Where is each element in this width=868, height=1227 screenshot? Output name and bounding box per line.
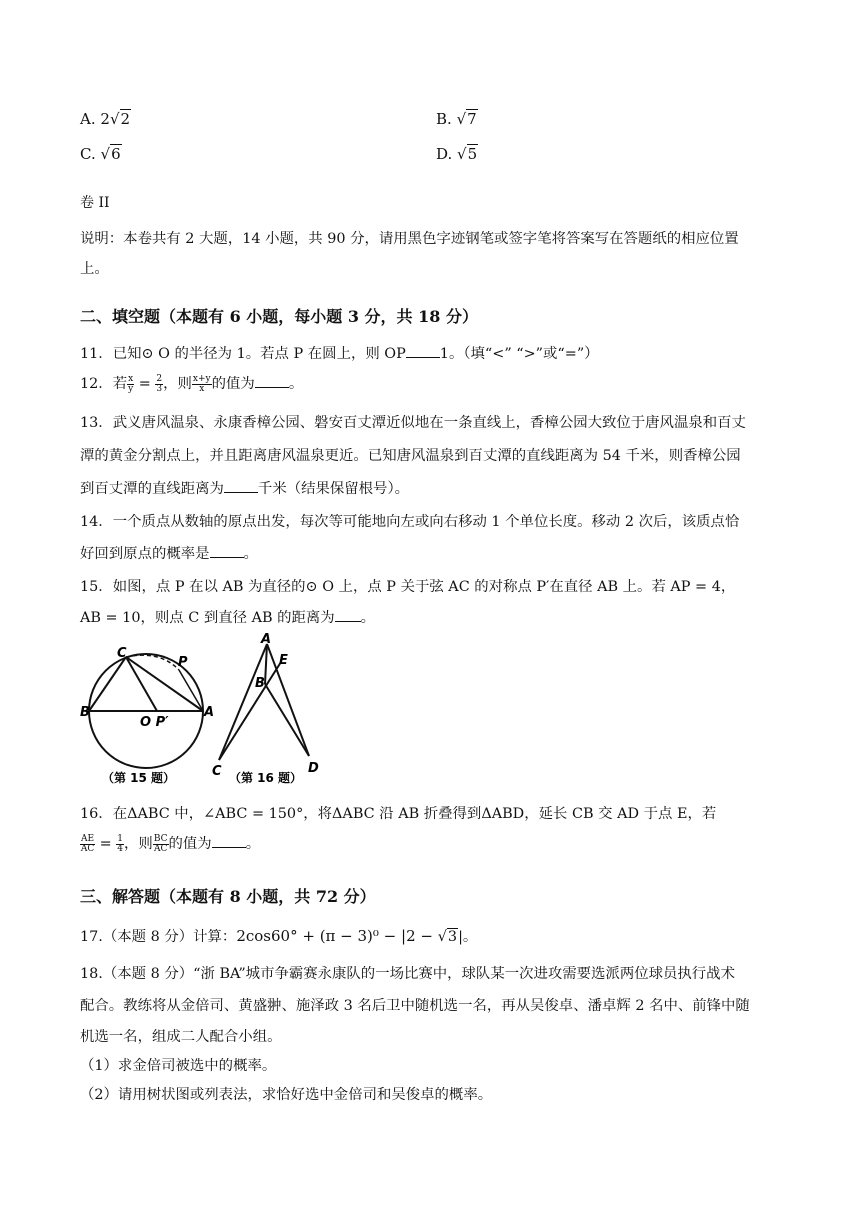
- q16-mid: ，则: [124, 836, 153, 852]
- answer-blank: [335, 609, 361, 622]
- answer-blank: [406, 345, 440, 358]
- q12-end: 。: [288, 376, 304, 392]
- q13-l3-pre: 到百丈潭的直线距离为: [80, 481, 224, 497]
- answer-blank: [255, 375, 289, 388]
- sqrt-sign: √5: [457, 145, 478, 163]
- label-b: B: [255, 676, 265, 691]
- denominator: x: [199, 383, 205, 394]
- denominator: AC: [80, 843, 95, 854]
- fraction: [155, 375, 163, 394]
- denominator: 3: [156, 383, 163, 394]
- option-c: [80, 145, 122, 163]
- numerator: x: [128, 373, 134, 384]
- q16-post: 的值为: [168, 836, 212, 852]
- question-11: [80, 342, 599, 363]
- label-a: A: [261, 632, 272, 647]
- q18-line1: 18.（本题 8 分）“浙 BA”城市争霸赛永康队的一场比赛中，球队某一次进攻需要选派两位球员执行战术: [80, 966, 735, 982]
- q13-line2: 潭的黄金分割点上，并且距离唐风温泉更近。已知唐风温泉到百丈潭的直线距离为 54 千米，则香樟公园: [80, 448, 741, 464]
- label-a: A: [204, 705, 215, 720]
- option-a-coef: 2: [100, 110, 110, 128]
- q16-end: 。: [245, 836, 261, 852]
- q13-line1: 13．武义唐风温泉、永康香樟公园、磐安百丈潭近似地在一条直线上，香樟公园大致位于唐风温泉和百丈: [80, 415, 746, 431]
- equals: =: [95, 836, 117, 852]
- answer-blank: [210, 545, 244, 558]
- sqrt-sign: √2: [109, 110, 131, 128]
- q14-line1: 14．一个质点从数轴的原点出发，每次等可能地向左或向右移动 1 个单位长度。移动 2 次后，该质点恰: [80, 514, 740, 530]
- denominator: AC: [153, 843, 168, 854]
- figure-15: [80, 640, 220, 790]
- q12-text: 12．若: [80, 376, 128, 392]
- volume-title: 卷 II: [80, 195, 110, 211]
- q17-expr: 2cos60° + (π − 3)⁰ − |2 −: [236, 927, 438, 945]
- label-e: E: [279, 653, 288, 668]
- note-line1: 说明：本卷共有 2 大题，14 小题，共 90 分，请用黑色字迹钢笔或签字笔将答案写在答题纸的相应位置: [80, 231, 739, 247]
- chord-cb: [89, 657, 126, 711]
- label-o-pprime: O P′: [140, 715, 169, 730]
- denominator: y: [128, 383, 134, 394]
- line-ce: [219, 662, 281, 760]
- label-b: B: [80, 705, 90, 720]
- q18-sub1: （1）求金倍司被选中的概率。: [80, 1058, 277, 1074]
- q17-radicand: 3: [447, 929, 458, 945]
- q14-l2-pre: 好回到原点的概率是: [80, 546, 210, 562]
- option-c-radicand: 6: [111, 145, 121, 163]
- option-d-radicand: 5: [467, 145, 478, 163]
- option-d-label: D.: [436, 145, 453, 163]
- q13-l3-post: 千米（结果保留根号）。: [257, 481, 410, 497]
- label-d: D: [308, 761, 319, 776]
- numerator: 1: [117, 833, 124, 844]
- option-a-radicand: 2: [120, 110, 131, 128]
- option-a-label: A.: [80, 110, 96, 128]
- fraction: [80, 835, 95, 854]
- q15-line1: 15．如图，点 P 在以 AB 为直径的⊙ O 上，点 P 关于弦 AC 的对称点 P′在直径 AB 上。若 AP = 4，: [80, 579, 736, 595]
- q15-l2-pre: AB = 10，则点 C 到直径 AB 的距离为: [80, 610, 335, 626]
- q11-text-end: 1。（填“<” “>”或“=”）: [439, 346, 599, 362]
- q13-line3: [80, 477, 409, 498]
- numerator: x+y: [192, 373, 211, 384]
- question-12: [80, 372, 303, 394]
- numerator: AE: [81, 833, 95, 844]
- q15-l2-post: 。: [360, 610, 376, 626]
- option-c-label: C.: [80, 145, 96, 163]
- option-b: [436, 110, 478, 128]
- label-c: C: [212, 764, 222, 779]
- q12-post: 的值为: [211, 376, 255, 392]
- denominator: 4: [117, 843, 124, 854]
- label-p: P: [178, 655, 188, 670]
- q18-sub2: （2）请用树状图或列表法，求恰好选中金倍司和吴俊卓的概率。: [80, 1087, 493, 1103]
- sqrt-sign: √7: [456, 110, 477, 128]
- fraction: [192, 375, 212, 394]
- fraction: [116, 835, 124, 854]
- section3-heading: 三、解答题（本题有 8 小题，共 72 分）: [80, 887, 376, 906]
- q12-mid: ，则: [163, 376, 192, 392]
- fraction: [153, 835, 169, 854]
- label-c: C: [117, 646, 127, 661]
- caption-15: （第 15 题）: [102, 771, 176, 785]
- q15-line2: [80, 606, 375, 627]
- q17-pre: 17.（本题 8 分）计算：: [80, 929, 237, 945]
- figure-16: [205, 630, 335, 790]
- caption-16: （第 16 题）: [229, 771, 303, 785]
- side-ac: [219, 644, 267, 760]
- option-b-radicand: 7: [467, 110, 477, 128]
- sqrt-sign: √3: [437, 929, 458, 945]
- q16-line2: [80, 832, 260, 854]
- chord-ca: [126, 657, 203, 711]
- numerator: 2: [156, 373, 163, 384]
- answer-blank: [224, 480, 258, 493]
- option-a: [80, 110, 131, 128]
- side-ad: [267, 644, 309, 756]
- q14-l2-post: 。: [243, 546, 258, 562]
- note-line2: 上。: [80, 261, 109, 277]
- q14-line2: [80, 542, 258, 563]
- question-17: [80, 925, 477, 946]
- equals: =: [134, 376, 156, 392]
- sqrt-sign: √6: [100, 145, 121, 163]
- option-b-label: B.: [436, 110, 452, 128]
- q18-line2: 配合。教练将从金倍司、黄盛翀、施泽政 3 名后卫中随机选一名，再从吴俊卓、潘卓辉 2 名中、前锋中随: [80, 998, 750, 1014]
- q11-text: 11．已知⊙ O 的半径为 1。若点 P 在圆上，则 OP: [80, 346, 406, 362]
- q16-line1: 16．在ΔABC 中，∠ABC = 150°，将ΔABC 沿 AB 折叠得到ΔABD，延长 CB 交 AD 于点 E，若: [80, 806, 717, 822]
- answer-blank: [212, 835, 246, 848]
- segment-cp-prime: [126, 657, 157, 711]
- q17-end: |。: [458, 929, 478, 945]
- section2-heading: 二、填空题（本题有 6 小题，每小题 3 分，共 18 分）: [80, 307, 478, 326]
- numerator: BC: [153, 833, 168, 844]
- option-d: [436, 145, 478, 163]
- q18-line3: 机选一名，组成二人配合小组。: [80, 1029, 282, 1045]
